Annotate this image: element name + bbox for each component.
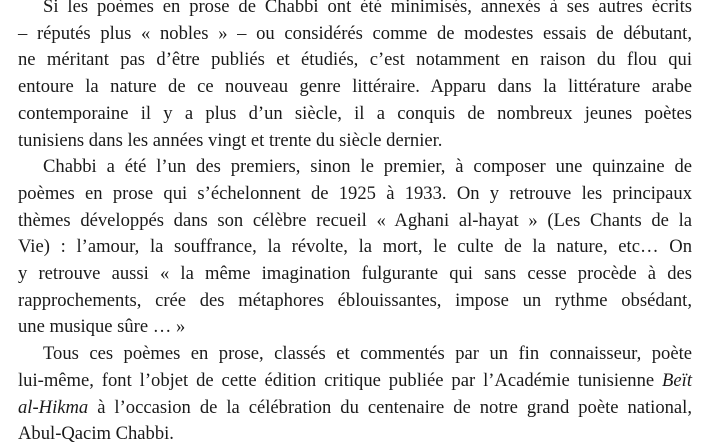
text-line: Tous ces poèmes en prose, classés et commentés par un fin connaisseur, poète: [43, 343, 692, 365]
paragraph-1: [18, 0, 692, 154]
italic-title-part-2: al-Hikma: [18, 396, 89, 418]
text-line: Si les poèmes en prose de Chabbi ont été minimisés, annexés à ses autres écrits: [43, 0, 692, 17]
text-line: [18, 368, 692, 395]
text-line: – réputés plus « nobles » – ou considérés comme de modestes essais de débutant,: [18, 22, 692, 44]
text-line: poèmes en prose qui s’échelonnent de 1925 à 1933. On y retrouve les principaux: [18, 182, 692, 204]
paragraph-2: [18, 154, 692, 341]
text-line: entoure la nature de ce nouveau genre littéraire. Apparu dans la littérature arabe: [18, 76, 692, 98]
text-line: tunisiens dans les années vingt et trente du siècle dernier.: [18, 129, 443, 151]
paragraph-3: [18, 341, 692, 448]
text-line: une musique sûre … »: [18, 316, 186, 338]
text-segment: lui-même, font l’objet de cette édition critique publiée par l’Académie tunisienne: [18, 369, 663, 391]
text-line: rapprochements, crée des métaphores éblouissantes, impose un rythme obsédant,: [18, 289, 692, 311]
text-line: Vie) : l’amour, la souffrance, la révolte, la mort, le culte de la nature, etc… On: [18, 236, 692, 258]
text-line: thèmes développés dans son célèbre recueil « Aghani al-hayat » (Les Chants de la: [18, 209, 692, 231]
italic-title-part-1: Beït: [662, 369, 692, 391]
document-page: [18, 0, 692, 448]
text-line: contemporaine il y a plus d’un siècle, il a conquis de nombreux jeunes poètes: [18, 102, 692, 124]
text-line: Chabbi a été l’un des premiers, sinon le premier, à composer une quinzaine de: [43, 156, 692, 178]
text-line: Abul-Qacim Chabbi.: [18, 423, 174, 445]
text-segment: à l’occasion de la célébration du centenaire de notre grand poète national,: [88, 396, 692, 418]
text-line: [18, 395, 692, 422]
text-line: y retrouve aussi « la même imagination fulgurante qui sans cesse procède à des: [18, 263, 692, 285]
text-line: ne méritant pas d’être publiés et étudiés, c’est notamment en raison du flou qui: [18, 49, 692, 71]
